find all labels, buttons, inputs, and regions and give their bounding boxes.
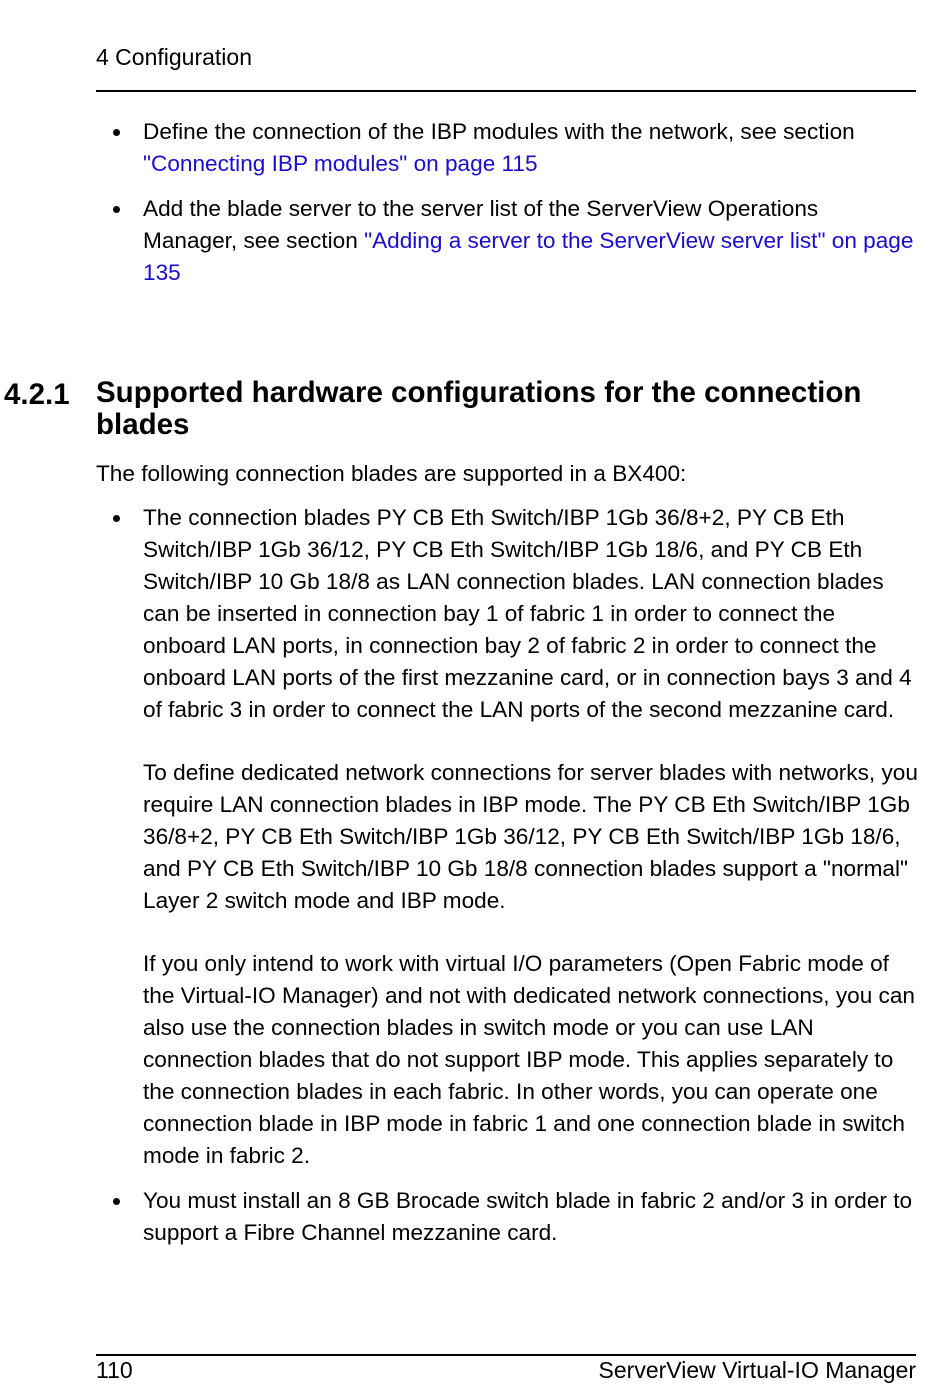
paragraph: You must install an 8 GB Brocade switch blade in fabric 2 and/or 3 in order to support a Fibre Channel mezzanine card. — [143, 1188, 913, 1245]
section-number: 4.2.1 — [4, 378, 70, 411]
intro-bullet-list — [96, 116, 918, 289]
bullet-text: Define the connection of the IBP modules with the network, see section — [143, 119, 855, 144]
bullet-icon — [113, 515, 120, 522]
paragraph: If you only intend to work with virtual I/O parameters (Open Fabric mode of the Virtual-IO Manager) and not with dedicated network connections, you can also use the connection blades in switch mode or you can use LAN connection blades that do not support IBP mode. This applies separately to the connection blades in each fabric. In other words, you can operate one connection blade in IBP mode in fabric 1 and one connection blade in switch mode in fabric 2. — [143, 951, 915, 1168]
list-item — [96, 193, 918, 289]
list-item — [96, 116, 918, 180]
bullet-icon — [113, 129, 120, 136]
paragraph: To define dedicated network connections for server blades with networks, you require LAN connection blades in IBP mode. The PY CB Eth Switch/IBP 1Gb 36/8+2, PY CB Eth Switch/IBP 1Gb 36/12, PY CB Eth Switch/IBP 1Gb 18/6, and PY CB Eth Switch/IBP 10 Gb 18/8 connection blades support a "normal" Layer 2 switch mode and IBP mode. — [143, 760, 918, 913]
running-header: 4 Configuration — [96, 44, 252, 70]
bullet-icon — [113, 206, 120, 213]
bullet-icon — [113, 1198, 120, 1205]
cross-reference-link[interactable]: "Connecting IBP modules" on page 115 — [143, 151, 538, 176]
list-item — [96, 1185, 918, 1249]
bullet-list — [96, 502, 918, 1249]
bullet-text: Add the blade server to the server list of the ServerView Operations Manager, see section — [143, 196, 819, 253]
header-rule — [96, 90, 916, 92]
list-item — [96, 502, 918, 1172]
cross-reference-link[interactable]: "Adding a server to the ServerView server list" on page 135 — [143, 228, 914, 285]
section-title: Supported hardware configurations for the connection blades — [96, 376, 862, 441]
paragraph: The connection blades PY CB Eth Switch/IBP 1Gb 36/8+2, PY CB Eth Switch/IBP 1Gb 36/12, PY CB Eth Switch/IBP 1Gb 18/6, and PY CB Eth Switch/IBP 10 Gb 18/8 as LAN connection blades. LAN connection blades can be inserted in connection bay 1 of fabric 1 in order to connect the onboard LAN ports, in connection bay 2 of fabric 2 in order to connect the onboard LAN ports of the first mezzanine card, or in connection bays 3 and 4 of fabric 3 in order to connect the LAN ports of the second mezzanine card. — [143, 505, 912, 722]
document-title: ServerView Virtual-IO Manager — [598, 1357, 916, 1383]
page-number: 110 — [96, 1357, 133, 1383]
section-intro: The following connection blades are supported in a BX400: — [96, 461, 687, 486]
